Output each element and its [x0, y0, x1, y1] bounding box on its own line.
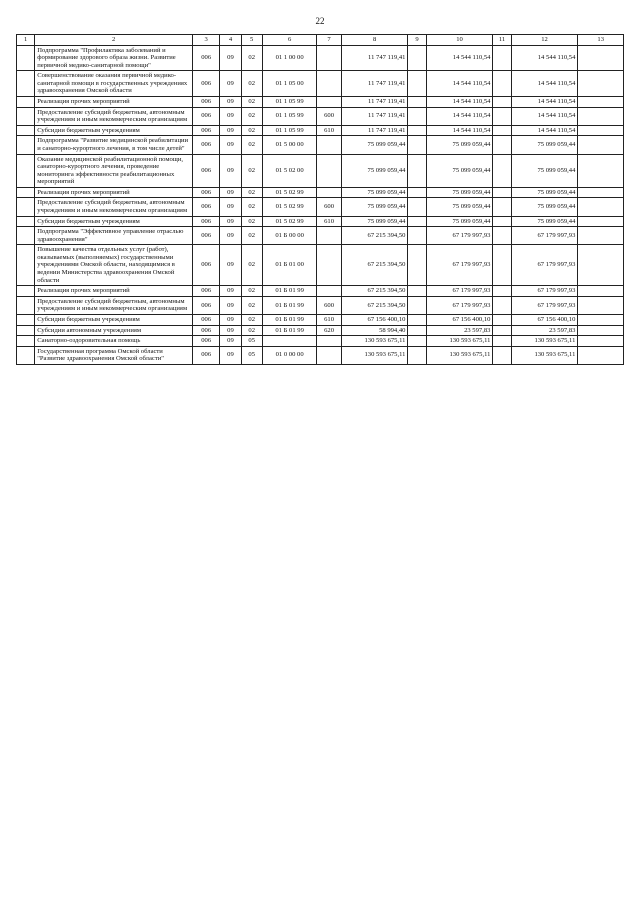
amount-cell: 14 544 110,54 — [511, 71, 578, 97]
section-code-cell: 09 — [220, 45, 241, 71]
item-name-cell: Государственная программа Омской области "Развитие здравоохранения Омской области" — [35, 346, 193, 364]
target-article-cell: 01 5 02 99 — [262, 187, 317, 198]
target-article-cell: 01 1 05 99 — [262, 125, 317, 136]
section-code-cell: 09 — [220, 198, 241, 216]
amount-cell — [408, 296, 426, 314]
ministry-code-cell: 006 — [193, 314, 220, 325]
amount-cell: 130 593 675,11 — [426, 336, 493, 347]
section-code-cell: 09 — [220, 346, 241, 364]
column-number: 13 — [578, 35, 624, 46]
amount-cell: 67 179 997,93 — [426, 245, 493, 286]
expense-type-cell — [317, 227, 341, 245]
column-number: 8 — [341, 35, 408, 46]
row-number-cell — [17, 136, 35, 154]
amount-cell: 11 747 119,41 — [341, 97, 408, 108]
row-number-cell — [17, 216, 35, 227]
amount-cell: 14 544 110,54 — [511, 45, 578, 71]
column-number: 11 — [493, 35, 511, 46]
table-row — [17, 125, 624, 136]
item-name-cell: Предоставление субсидий бюджетным, автономным учреждениям и иным некоммерческим организациям — [35, 107, 193, 125]
section-code-cell: 09 — [220, 97, 241, 108]
amount-cell — [493, 154, 511, 187]
expense-type-cell: 600 — [317, 198, 341, 216]
expense-type-cell: 600 — [317, 296, 341, 314]
amount-cell — [578, 107, 624, 125]
ministry-code-cell: 006 — [193, 125, 220, 136]
expense-type-cell: 610 — [317, 125, 341, 136]
amount-cell — [578, 227, 624, 245]
amount-cell — [493, 198, 511, 216]
amount-cell: 75 099 059,44 — [341, 216, 408, 227]
amount-cell: 11 747 119,41 — [341, 125, 408, 136]
ministry-code-cell: 006 — [193, 286, 220, 297]
amount-cell — [408, 227, 426, 245]
subsection-code-cell: 02 — [241, 325, 262, 336]
subsection-code-cell: 02 — [241, 187, 262, 198]
section-code-cell: 09 — [220, 325, 241, 336]
row-number-cell — [17, 71, 35, 97]
amount-cell — [578, 286, 624, 297]
table-row — [17, 154, 624, 187]
amount-cell: 58 994,40 — [341, 325, 408, 336]
item-name-cell: Реализация прочих мероприятий — [35, 187, 193, 198]
subsection-code-cell: 02 — [241, 216, 262, 227]
expense-type-cell — [317, 336, 341, 347]
expense-type-cell: 610 — [317, 216, 341, 227]
expense-type-cell — [317, 45, 341, 71]
amount-cell — [493, 325, 511, 336]
amount-cell: 67 179 997,93 — [426, 296, 493, 314]
target-article-cell: 01 5 00 00 — [262, 136, 317, 154]
amount-cell — [578, 325, 624, 336]
amount-cell — [578, 187, 624, 198]
row-number-cell — [17, 336, 35, 347]
amount-cell — [408, 71, 426, 97]
target-article-cell: 01 Б 01 99 — [262, 296, 317, 314]
expense-type-cell — [317, 286, 341, 297]
table-row — [17, 45, 624, 71]
section-code-cell: 09 — [220, 314, 241, 325]
expense-type-cell — [317, 154, 341, 187]
expense-type-cell: 620 — [317, 325, 341, 336]
target-article-cell — [262, 336, 317, 347]
column-number-row — [17, 35, 624, 46]
amount-cell: 67 179 997,93 — [511, 286, 578, 297]
expense-type-cell: 610 — [317, 314, 341, 325]
table-row — [17, 216, 624, 227]
amount-cell: 75 099 059,44 — [426, 136, 493, 154]
amount-cell — [493, 216, 511, 227]
amount-cell — [578, 154, 624, 187]
subsection-code-cell: 02 — [241, 227, 262, 245]
row-number-cell — [17, 107, 35, 125]
amount-cell — [408, 336, 426, 347]
budget-table-container — [16, 34, 624, 365]
table-row — [17, 136, 624, 154]
target-article-cell: 01 Б 01 99 — [262, 286, 317, 297]
amount-cell — [578, 336, 624, 347]
table-row — [17, 314, 624, 325]
column-number: 10 — [426, 35, 493, 46]
target-article-cell: 01 1 05 99 — [262, 97, 317, 108]
section-code-cell: 09 — [220, 216, 241, 227]
table-row — [17, 296, 624, 314]
amount-cell: 75 099 059,44 — [341, 136, 408, 154]
row-number-cell — [17, 314, 35, 325]
row-number-cell — [17, 325, 35, 336]
amount-cell: 67 215 394,50 — [341, 245, 408, 286]
amount-cell: 11 747 119,41 — [341, 45, 408, 71]
subsection-code-cell: 02 — [241, 125, 262, 136]
row-number-cell — [17, 198, 35, 216]
ministry-code-cell: 006 — [193, 325, 220, 336]
amount-cell — [493, 336, 511, 347]
table-row — [17, 227, 624, 245]
row-number-cell — [17, 296, 35, 314]
target-article-cell: 01 5 02 00 — [262, 154, 317, 187]
subsection-code-cell: 02 — [241, 245, 262, 286]
amount-cell: 75 099 059,44 — [341, 187, 408, 198]
amount-cell — [493, 296, 511, 314]
amount-cell — [408, 286, 426, 297]
amount-cell: 14 544 110,54 — [426, 97, 493, 108]
target-article-cell: 01 5 02 99 — [262, 216, 317, 227]
item-name-cell: Подпрограмма "Профилактика заболеваний и формирование здорового образа жизни. Развитие первичной медико-санитарной помощи" — [35, 45, 193, 71]
section-code-cell: 09 — [220, 136, 241, 154]
amount-cell: 14 544 110,54 — [426, 107, 493, 125]
table-row — [17, 71, 624, 97]
section-code-cell: 09 — [220, 336, 241, 347]
table-body — [17, 45, 624, 364]
amount-cell — [408, 154, 426, 187]
row-number-cell — [17, 97, 35, 108]
table-row — [17, 286, 624, 297]
amount-cell: 14 544 110,54 — [426, 125, 493, 136]
column-number: 1 — [17, 35, 35, 46]
amount-cell — [578, 245, 624, 286]
table-row — [17, 346, 624, 364]
item-name-cell: Предоставление субсидий бюджетным, автономным учреждениям и иным некоммерческим организациям — [35, 296, 193, 314]
amount-cell — [408, 245, 426, 286]
target-article-cell: 01 Б 00 00 — [262, 227, 317, 245]
target-article-cell: 01 5 02 99 — [262, 198, 317, 216]
item-name-cell: Субсидии бюджетным учреждениям — [35, 125, 193, 136]
amount-cell — [493, 314, 511, 325]
row-number-cell — [17, 187, 35, 198]
item-name-cell: Совершенствование оказания первичной медико-санитарной помощи в государственных учреждениях здравоохранения Омской области — [35, 71, 193, 97]
table-row — [17, 325, 624, 336]
amount-cell — [493, 136, 511, 154]
amount-cell — [493, 71, 511, 97]
row-number-cell — [17, 245, 35, 286]
expense-type-cell — [317, 71, 341, 97]
section-code-cell: 09 — [220, 296, 241, 314]
section-code-cell: 09 — [220, 245, 241, 286]
amount-cell: 67 179 997,93 — [511, 227, 578, 245]
amount-cell — [408, 325, 426, 336]
ministry-code-cell: 006 — [193, 346, 220, 364]
column-number: 5 — [241, 35, 262, 46]
item-name-cell: Субсидии бюджетным учреждениям — [35, 216, 193, 227]
amount-cell — [578, 346, 624, 364]
subsection-code-cell: 02 — [241, 198, 262, 216]
subsection-code-cell: 02 — [241, 286, 262, 297]
amount-cell — [493, 286, 511, 297]
subsection-code-cell: 05 — [241, 336, 262, 347]
amount-cell: 14 544 110,54 — [511, 107, 578, 125]
amount-cell: 67 179 997,93 — [511, 245, 578, 286]
amount-cell — [493, 45, 511, 71]
amount-cell — [578, 136, 624, 154]
table-row — [17, 187, 624, 198]
amount-cell: 75 099 059,44 — [511, 198, 578, 216]
amount-cell: 11 747 119,41 — [341, 107, 408, 125]
amount-cell — [408, 45, 426, 71]
amount-cell: 67 179 997,93 — [511, 296, 578, 314]
amount-cell: 67 215 394,50 — [341, 227, 408, 245]
amount-cell: 23 597,83 — [426, 325, 493, 336]
amount-cell: 130 593 675,11 — [511, 336, 578, 347]
amount-cell: 11 747 119,41 — [341, 71, 408, 97]
ministry-code-cell: 006 — [193, 136, 220, 154]
column-number: 12 — [511, 35, 578, 46]
amount-cell: 67 215 394,50 — [341, 296, 408, 314]
ministry-code-cell: 006 — [193, 154, 220, 187]
table-row — [17, 97, 624, 108]
target-article-cell: 01 0 00 00 — [262, 346, 317, 364]
item-name-cell: Повышение качества отдельных услуг (работ), оказываемых (выполняемых) государственными учреждениями Омской области, находящимися в ведении Министерства здравоохранения Омской области — [35, 245, 193, 286]
section-code-cell: 09 — [220, 227, 241, 245]
amount-cell — [493, 187, 511, 198]
row-number-cell — [17, 154, 35, 187]
amount-cell: 75 099 059,44 — [511, 136, 578, 154]
column-number: 4 — [220, 35, 241, 46]
amount-cell — [408, 198, 426, 216]
amount-cell — [408, 107, 426, 125]
column-number: 2 — [35, 35, 193, 46]
subsection-code-cell: 02 — [241, 45, 262, 71]
amount-cell — [578, 125, 624, 136]
target-article-cell: 01 Б 01 99 — [262, 314, 317, 325]
amount-cell: 14 544 110,54 — [511, 125, 578, 136]
amount-cell: 75 099 059,44 — [511, 216, 578, 227]
amount-cell — [493, 227, 511, 245]
subsection-code-cell: 02 — [241, 136, 262, 154]
item-name-cell: Санаторно-оздоровительная помощь — [35, 336, 193, 347]
amount-cell — [578, 314, 624, 325]
amount-cell: 67 215 394,50 — [341, 286, 408, 297]
amount-cell — [408, 125, 426, 136]
amount-cell: 14 544 110,54 — [426, 45, 493, 71]
amount-cell — [408, 216, 426, 227]
expense-type-cell — [317, 136, 341, 154]
subsection-code-cell: 02 — [241, 296, 262, 314]
subsection-code-cell: 02 — [241, 71, 262, 97]
target-article-cell: 01 1 05 00 — [262, 71, 317, 97]
ministry-code-cell: 006 — [193, 198, 220, 216]
subsection-code-cell: 02 — [241, 97, 262, 108]
section-code-cell: 09 — [220, 187, 241, 198]
target-article-cell: 01 Б 01 99 — [262, 325, 317, 336]
amount-cell — [493, 107, 511, 125]
amount-cell — [408, 97, 426, 108]
amount-cell — [493, 245, 511, 286]
target-article-cell: 01 1 00 00 — [262, 45, 317, 71]
amount-cell: 75 099 059,44 — [341, 154, 408, 187]
amount-cell: 67 156 400,10 — [511, 314, 578, 325]
column-number: 7 — [317, 35, 341, 46]
amount-cell: 130 593 675,11 — [341, 346, 408, 364]
section-code-cell: 09 — [220, 154, 241, 187]
amount-cell: 75 099 059,44 — [426, 154, 493, 187]
subsection-code-cell: 05 — [241, 346, 262, 364]
ministry-code-cell: 006 — [193, 296, 220, 314]
row-number-cell — [17, 227, 35, 245]
amount-cell: 75 099 059,44 — [426, 198, 493, 216]
amount-cell — [408, 346, 426, 364]
amount-cell — [493, 97, 511, 108]
subsection-code-cell: 02 — [241, 154, 262, 187]
section-code-cell: 09 — [220, 71, 241, 97]
amount-cell: 67 179 997,93 — [426, 227, 493, 245]
ministry-code-cell: 006 — [193, 227, 220, 245]
subsection-code-cell: 02 — [241, 107, 262, 125]
item-name-cell: Предоставление субсидий бюджетным, автономным учреждениям и иным некоммерческим организациям — [35, 198, 193, 216]
row-number-cell — [17, 45, 35, 71]
section-code-cell: 09 — [220, 286, 241, 297]
amount-cell: 75 099 059,44 — [511, 154, 578, 187]
amount-cell: 75 099 059,44 — [341, 198, 408, 216]
ministry-code-cell: 006 — [193, 45, 220, 71]
section-code-cell: 09 — [220, 107, 241, 125]
expense-type-cell — [317, 245, 341, 286]
row-number-cell — [17, 286, 35, 297]
section-code-cell: 09 — [220, 125, 241, 136]
amount-cell — [408, 136, 426, 154]
amount-cell: 67 156 400,10 — [341, 314, 408, 325]
amount-cell: 67 179 997,93 — [426, 286, 493, 297]
amount-cell — [578, 97, 624, 108]
item-name-cell: Субсидии автономным учреждениям — [35, 325, 193, 336]
ministry-code-cell: 006 — [193, 97, 220, 108]
amount-cell: 23 597,83 — [511, 325, 578, 336]
table-row — [17, 107, 624, 125]
ministry-code-cell: 006 — [193, 245, 220, 286]
amount-cell: 67 156 400,10 — [426, 314, 493, 325]
amount-cell — [493, 125, 511, 136]
target-article-cell: 01 Б 01 00 — [262, 245, 317, 286]
row-number-cell — [17, 346, 35, 364]
amount-cell — [578, 45, 624, 71]
table-row — [17, 245, 624, 286]
item-name-cell: Реализация прочих мероприятий — [35, 286, 193, 297]
subsection-code-cell: 02 — [241, 314, 262, 325]
item-name-cell: Оказание медицинской реабилитационной помощи, санаторно-курортного лечения, проведение мониторинга эффективности реабилитационных мероприятий — [35, 154, 193, 187]
table-row — [17, 336, 624, 347]
column-number: 6 — [262, 35, 317, 46]
amount-cell — [578, 216, 624, 227]
budget-table — [16, 34, 624, 365]
item-name-cell: Субсидии бюджетным учреждениям — [35, 314, 193, 325]
amount-cell: 130 593 675,11 — [511, 346, 578, 364]
amount-cell — [408, 314, 426, 325]
target-article-cell: 01 1 05 99 — [262, 107, 317, 125]
ministry-code-cell: 006 — [193, 107, 220, 125]
column-number: 9 — [408, 35, 426, 46]
row-number-cell — [17, 125, 35, 136]
item-name-cell: Реализация прочих мероприятий — [35, 97, 193, 108]
table-row — [17, 198, 624, 216]
expense-type-cell — [317, 187, 341, 198]
item-name-cell: Подпрограмма "Развитие медицинской реабилитации и санаторно-курортного лечения, в том числе детей" — [35, 136, 193, 154]
amount-cell: 75 099 059,44 — [426, 187, 493, 198]
amount-cell: 75 099 059,44 — [426, 216, 493, 227]
amount-cell: 14 544 110,54 — [426, 71, 493, 97]
item-name-cell: Подпрограмма "Эффективное управление отраслью здравоохранения" — [35, 227, 193, 245]
expense-type-cell — [317, 97, 341, 108]
amount-cell — [578, 198, 624, 216]
column-number: 3 — [193, 35, 220, 46]
page-number: 22 — [315, 16, 325, 26]
ministry-code-cell: 006 — [193, 336, 220, 347]
amount-cell: 14 544 110,54 — [511, 97, 578, 108]
amount-cell — [578, 296, 624, 314]
expense-type-cell — [317, 346, 341, 364]
expense-type-cell: 600 — [317, 107, 341, 125]
ministry-code-cell: 006 — [193, 71, 220, 97]
ministry-code-cell: 006 — [193, 187, 220, 198]
amount-cell: 75 099 059,44 — [511, 187, 578, 198]
amount-cell — [493, 346, 511, 364]
amount-cell: 130 593 675,11 — [341, 336, 408, 347]
amount-cell: 130 593 675,11 — [426, 346, 493, 364]
amount-cell — [408, 187, 426, 198]
ministry-code-cell: 006 — [193, 216, 220, 227]
amount-cell — [578, 71, 624, 97]
